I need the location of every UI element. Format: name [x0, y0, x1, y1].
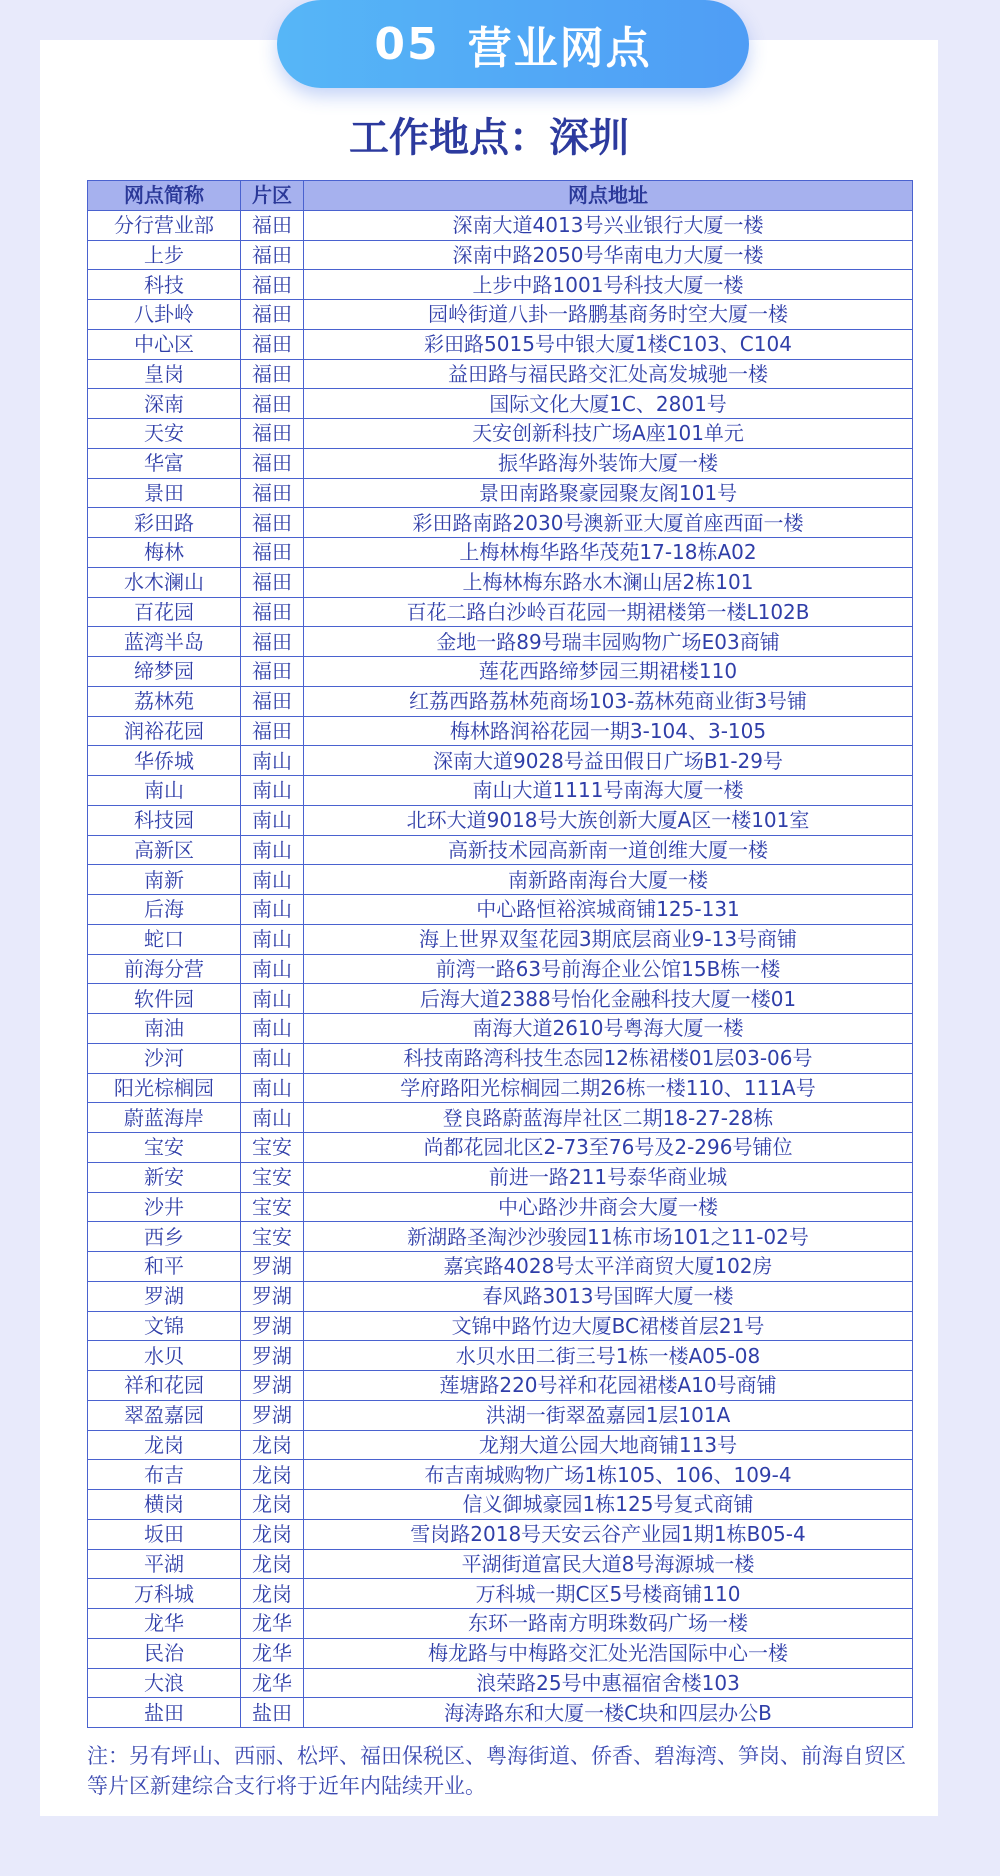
- cell-branch-name: 缔梦园: [88, 657, 241, 687]
- cell-branch-name: 翠盈嘉园: [88, 1400, 241, 1430]
- cell-branch-name: 中心区: [88, 329, 241, 359]
- cell-district: 龙华: [241, 1668, 304, 1698]
- cell-branch-name: 盐田: [88, 1698, 241, 1728]
- table-row: [88, 805, 913, 835]
- table-row: [88, 567, 913, 597]
- cell-branch-name: 梅林: [88, 538, 241, 568]
- cell-address: 莲花西路缔梦园三期裙楼110: [304, 657, 913, 687]
- table-row: [88, 984, 913, 1014]
- cell-address: 深南大道9028号益田假日广场B1-29号: [304, 746, 913, 776]
- cell-branch-name: 水木澜山: [88, 567, 241, 597]
- cell-address: 文锦中路竹边大厦BC裙楼首层21号: [304, 1311, 913, 1341]
- table-row: [88, 1460, 913, 1490]
- cell-district: 南山: [241, 865, 304, 895]
- cell-branch-name: 万科城: [88, 1579, 241, 1609]
- cell-address: 百花二路白沙岭百花园一期裙楼第一楼L102B: [304, 597, 913, 627]
- table-row: [88, 538, 913, 568]
- table-row: [88, 1311, 913, 1341]
- cell-district: 罗湖: [241, 1400, 304, 1430]
- cell-branch-name: 皇岗: [88, 359, 241, 389]
- cell-branch-name: 祥和花园: [88, 1371, 241, 1401]
- table-row: [88, 1579, 913, 1609]
- table-row: [88, 865, 913, 895]
- cell-district: 福田: [241, 300, 304, 330]
- page-title: 工作地点：深圳: [349, 115, 629, 161]
- cell-branch-name: 百花园: [88, 597, 241, 627]
- cell-branch-name: 高新区: [88, 835, 241, 865]
- cell-branch-name: 后海: [88, 895, 241, 925]
- table-row: [88, 716, 913, 746]
- table-row: [88, 686, 913, 716]
- cell-branch-name: 民治: [88, 1638, 241, 1668]
- cell-district: 宝安: [241, 1162, 304, 1192]
- cell-branch-name: 西乡: [88, 1222, 241, 1252]
- table-row: [88, 1430, 913, 1460]
- cell-district: 南山: [241, 954, 304, 984]
- cell-district: 福田: [241, 716, 304, 746]
- table-row: [88, 1133, 913, 1163]
- cell-address: 梅林路润裕花园一期3-104、3-105: [304, 716, 913, 746]
- table-row: [88, 1192, 913, 1222]
- cell-district: 南山: [241, 895, 304, 925]
- cell-branch-name: 深南: [88, 389, 241, 419]
- cell-address: 景田南路聚豪园聚友阁101号: [304, 478, 913, 508]
- cell-district: 南山: [241, 835, 304, 865]
- cell-address: 中心路恒裕滨城商铺125-131: [304, 895, 913, 925]
- cell-address: 南海大道2610号粤海大厦一楼: [304, 1014, 913, 1044]
- cell-branch-name: 上步: [88, 240, 241, 270]
- cell-district: 龙岗: [241, 1460, 304, 1490]
- cell-address: 国际文化大厦1C、2801号: [304, 389, 913, 419]
- table-row: [88, 746, 913, 776]
- table-row: [88, 954, 913, 984]
- cell-district: 罗湖: [241, 1371, 304, 1401]
- cell-branch-name: 和平: [88, 1252, 241, 1282]
- cell-district: 龙岗: [241, 1490, 304, 1520]
- cell-address: 前湾一路63号前海企业公馆15B栋一楼: [304, 954, 913, 984]
- cell-branch-name: 大浪: [88, 1668, 241, 1698]
- cell-district: 宝安: [241, 1133, 304, 1163]
- cell-address: 南新路南海台大厦一楼: [304, 865, 913, 895]
- cell-address: 洪湖一街翠盈嘉园1层101A: [304, 1400, 913, 1430]
- table-row: [88, 1400, 913, 1430]
- cell-address: 后海大道2388号怡化金融科技大厦一楼01: [304, 984, 913, 1014]
- header-branch-name: 网点简称: [88, 181, 241, 211]
- cell-district: 罗湖: [241, 1252, 304, 1282]
- table-row: [88, 1073, 913, 1103]
- cell-address: 振华路海外装饰大厦一楼: [304, 448, 913, 478]
- cell-address: 深南中路2050号华南电力大厦一楼: [304, 240, 913, 270]
- cell-district: 福田: [241, 627, 304, 657]
- cell-district: 福田: [241, 389, 304, 419]
- cell-branch-name: 南油: [88, 1014, 241, 1044]
- table-row: [88, 1043, 913, 1073]
- table-row: [88, 776, 913, 806]
- cell-address: 浪荣路25号中惠福宿舍楼103: [304, 1668, 913, 1698]
- cell-address: 登良路蔚蓝海岸社区二期18-27-28栋: [304, 1103, 913, 1133]
- cell-district: 龙岗: [241, 1519, 304, 1549]
- cell-address: 尚都花园北区2-73至76号及2-296号铺位: [304, 1133, 913, 1163]
- cell-district: 福田: [241, 567, 304, 597]
- cell-branch-name: 横岗: [88, 1490, 241, 1520]
- cell-address: 学府路阳光棕榈园二期26栋一楼110、111A号: [304, 1073, 913, 1103]
- table-row: [88, 1490, 913, 1520]
- cell-address: 上步中路1001号科技大厦一楼: [304, 270, 913, 300]
- cell-address: 北环大道9018号大族创新大厦A区一楼101室: [304, 805, 913, 835]
- cell-address: 彩田路南路2030号澳新亚大厦首座西面一楼: [304, 508, 913, 538]
- cell-branch-name: 景田: [88, 478, 241, 508]
- cell-branch-name: 龙岗: [88, 1430, 241, 1460]
- cell-district: 罗湖: [241, 1311, 304, 1341]
- table-row: [88, 1281, 913, 1311]
- cell-district: 南山: [241, 805, 304, 835]
- table-row: [88, 419, 913, 449]
- cell-district: 南山: [241, 1043, 304, 1073]
- cell-address: 高新技术园高新南一道创维大厦一楼: [304, 835, 913, 865]
- cell-branch-name: 润裕花园: [88, 716, 241, 746]
- cell-branch-name: 分行营业部: [88, 210, 241, 240]
- cell-district: 龙岗: [241, 1430, 304, 1460]
- table-row: [88, 1549, 913, 1579]
- table-row: [88, 627, 913, 657]
- cell-district: 龙华: [241, 1609, 304, 1639]
- cell-address: 新湖路圣淘沙沙骏园11栋市场101之11-02号: [304, 1222, 913, 1252]
- table-row: [88, 657, 913, 687]
- cell-address: 天安创新科技广场A座101单元: [304, 419, 913, 449]
- table-row: [88, 924, 913, 954]
- header-address: 网点地址: [304, 181, 913, 211]
- cell-district: 南山: [241, 776, 304, 806]
- cell-address: 万科城一期C区5号楼商铺110: [304, 1579, 913, 1609]
- cell-address: 海上世界双玺花园3期底层商业9-13号商铺: [304, 924, 913, 954]
- table-row: [88, 448, 913, 478]
- cell-address: 龙翔大道公园大地商铺113号: [304, 1430, 913, 1460]
- section-number: 05: [374, 18, 440, 70]
- cell-branch-name: 阳光棕榈园: [88, 1073, 241, 1103]
- table-row: [88, 835, 913, 865]
- cell-branch-name: 南山: [88, 776, 241, 806]
- cell-branch-name: 前海分营: [88, 954, 241, 984]
- table-header-row: [88, 181, 913, 211]
- cell-district: 南山: [241, 1103, 304, 1133]
- cell-address: 嘉宾路4028号太平洋商贸大厦102房: [304, 1252, 913, 1282]
- table-row: [88, 508, 913, 538]
- header-district: 片区: [241, 181, 304, 211]
- cell-branch-name: 软件园: [88, 984, 241, 1014]
- cell-address: 东环一路南方明珠数码广场一楼: [304, 1609, 913, 1639]
- table-row: [88, 895, 913, 925]
- cell-district: 福田: [241, 329, 304, 359]
- cell-branch-name: 平湖: [88, 1549, 241, 1579]
- cell-branch-name: 华富: [88, 448, 241, 478]
- table-row: [88, 1341, 913, 1371]
- table-row: [88, 1609, 913, 1639]
- table-row: [88, 1668, 913, 1698]
- cell-district: 龙岗: [241, 1579, 304, 1609]
- cell-district: 宝安: [241, 1222, 304, 1252]
- cell-address: 科技南路湾科技生态园12栋裙楼01层03-06号: [304, 1043, 913, 1073]
- cell-address: 金地一路89号瑞丰园购物广场E03商铺: [304, 627, 913, 657]
- table-row: [88, 478, 913, 508]
- cell-district: 宝安: [241, 1192, 304, 1222]
- cell-address: 莲塘路220号祥和花园裙楼A10号商铺: [304, 1371, 913, 1401]
- cell-address: 中心路沙井商会大厦一楼: [304, 1192, 913, 1222]
- cell-branch-name: 坂田: [88, 1519, 241, 1549]
- table-row: [88, 1519, 913, 1549]
- cell-branch-name: 沙河: [88, 1043, 241, 1073]
- cell-address: 益田路与福民路交汇处高发城驰一楼: [304, 359, 913, 389]
- cell-address: 梅龙路与中梅路交汇处光浩国际中心一楼: [304, 1638, 913, 1668]
- cell-address: 前进一路211号泰华商业城: [304, 1162, 913, 1192]
- cell-branch-name: 龙华: [88, 1609, 241, 1639]
- cell-district: 福田: [241, 240, 304, 270]
- table-row: [88, 359, 913, 389]
- cell-branch-name: 蔚蓝海岸: [88, 1103, 241, 1133]
- table-row: [88, 1252, 913, 1282]
- cell-branch-name: 布吉: [88, 1460, 241, 1490]
- cell-branch-name: 天安: [88, 419, 241, 449]
- cell-branch-name: 科技: [88, 270, 241, 300]
- table-row: [88, 597, 913, 627]
- cell-district: 福田: [241, 657, 304, 687]
- cell-branch-name: 蛇口: [88, 924, 241, 954]
- cell-district: 福田: [241, 419, 304, 449]
- cell-branch-name: 蓝湾半岛: [88, 627, 241, 657]
- cell-district: 福田: [241, 538, 304, 568]
- table-row: [88, 270, 913, 300]
- section-title: 营业网点: [467, 23, 652, 74]
- cell-branch-name: 新安: [88, 1162, 241, 1192]
- cell-address: 雪岗路2018号天安云谷产业园1期1栋B05-4: [304, 1519, 913, 1549]
- cell-district: 南山: [241, 984, 304, 1014]
- cell-district: 南山: [241, 1073, 304, 1103]
- cell-district: 福田: [241, 686, 304, 716]
- table-row: [88, 300, 913, 330]
- branch-table: [87, 180, 913, 1728]
- cell-address: 春风路3013号国晖大厦一楼: [304, 1281, 913, 1311]
- cell-district: 南山: [241, 746, 304, 776]
- table-row: [88, 1638, 913, 1668]
- cell-address: 深南大道4013号兴业银行大厦一楼: [304, 210, 913, 240]
- table-row: [88, 1162, 913, 1192]
- table-body: [88, 210, 913, 1727]
- cell-branch-name: 水贝: [88, 1341, 241, 1371]
- cell-branch-name: 沙井: [88, 1192, 241, 1222]
- footnote: 注：另有坪山、西丽、松坪、福田保税区、粤海街道、侨香、碧海湾、笋岗、前海自贸区等片区新建综合支行将于近年内陆续开业。: [87, 1744, 906, 1798]
- cell-district: 福田: [241, 210, 304, 240]
- cell-branch-name: 文锦: [88, 1311, 241, 1341]
- table-row: [88, 1698, 913, 1728]
- cell-district: 福田: [241, 448, 304, 478]
- cell-address: 海涛路东和大厦一楼C块和四层办公B: [304, 1698, 913, 1728]
- cell-branch-name: 华侨城: [88, 746, 241, 776]
- table-row: [88, 389, 913, 419]
- cell-district: 罗湖: [241, 1281, 304, 1311]
- cell-district: 盐田: [241, 1698, 304, 1728]
- cell-district: 福田: [241, 478, 304, 508]
- cell-branch-name: 彩田路: [88, 508, 241, 538]
- cell-address: 上梅林梅东路水木澜山居2栋101: [304, 567, 913, 597]
- section-banner: [277, 0, 749, 88]
- cell-branch-name: 八卦岭: [88, 300, 241, 330]
- cell-address: 南山大道1111号南海大厦一楼: [304, 776, 913, 806]
- cell-district: 南山: [241, 924, 304, 954]
- cell-address: 信义御城豪园1栋125号复式商铺: [304, 1490, 913, 1520]
- cell-address: 红荔西路荔林苑商场103-荔林苑商业街3号铺: [304, 686, 913, 716]
- cell-district: 福田: [241, 597, 304, 627]
- cell-branch-name: 科技园: [88, 805, 241, 835]
- cell-district: 罗湖: [241, 1341, 304, 1371]
- cell-branch-name: 南新: [88, 865, 241, 895]
- cell-address: 布吉南城购物广场1栋105、106、109-4: [304, 1460, 913, 1490]
- table-row: [88, 240, 913, 270]
- cell-address: 上梅林梅华路华茂苑17-18栋A02: [304, 538, 913, 568]
- cell-address: 园岭街道八卦一路鹏基商务时空大厦一楼: [304, 300, 913, 330]
- table-row: [88, 1103, 913, 1133]
- table-row: [88, 210, 913, 240]
- table-row: [88, 1222, 913, 1252]
- cell-address: 平湖街道富民大道8号海源城一楼: [304, 1549, 913, 1579]
- cell-district: 福田: [241, 359, 304, 389]
- cell-address: 彩田路5015号中银大厦1楼C103、C104: [304, 329, 913, 359]
- cell-district: 龙华: [241, 1638, 304, 1668]
- cell-branch-name: 荔林苑: [88, 686, 241, 716]
- cell-district: 南山: [241, 1014, 304, 1044]
- cell-address: 水贝水田二街三号1栋一楼A05-08: [304, 1341, 913, 1371]
- cell-branch-name: 罗湖: [88, 1281, 241, 1311]
- table-row: [88, 1014, 913, 1044]
- cell-district: 福田: [241, 508, 304, 538]
- table-row: [88, 1371, 913, 1401]
- cell-district: 龙岗: [241, 1549, 304, 1579]
- cell-branch-name: 宝安: [88, 1133, 241, 1163]
- cell-district: 福田: [241, 270, 304, 300]
- table-row: [88, 329, 913, 359]
